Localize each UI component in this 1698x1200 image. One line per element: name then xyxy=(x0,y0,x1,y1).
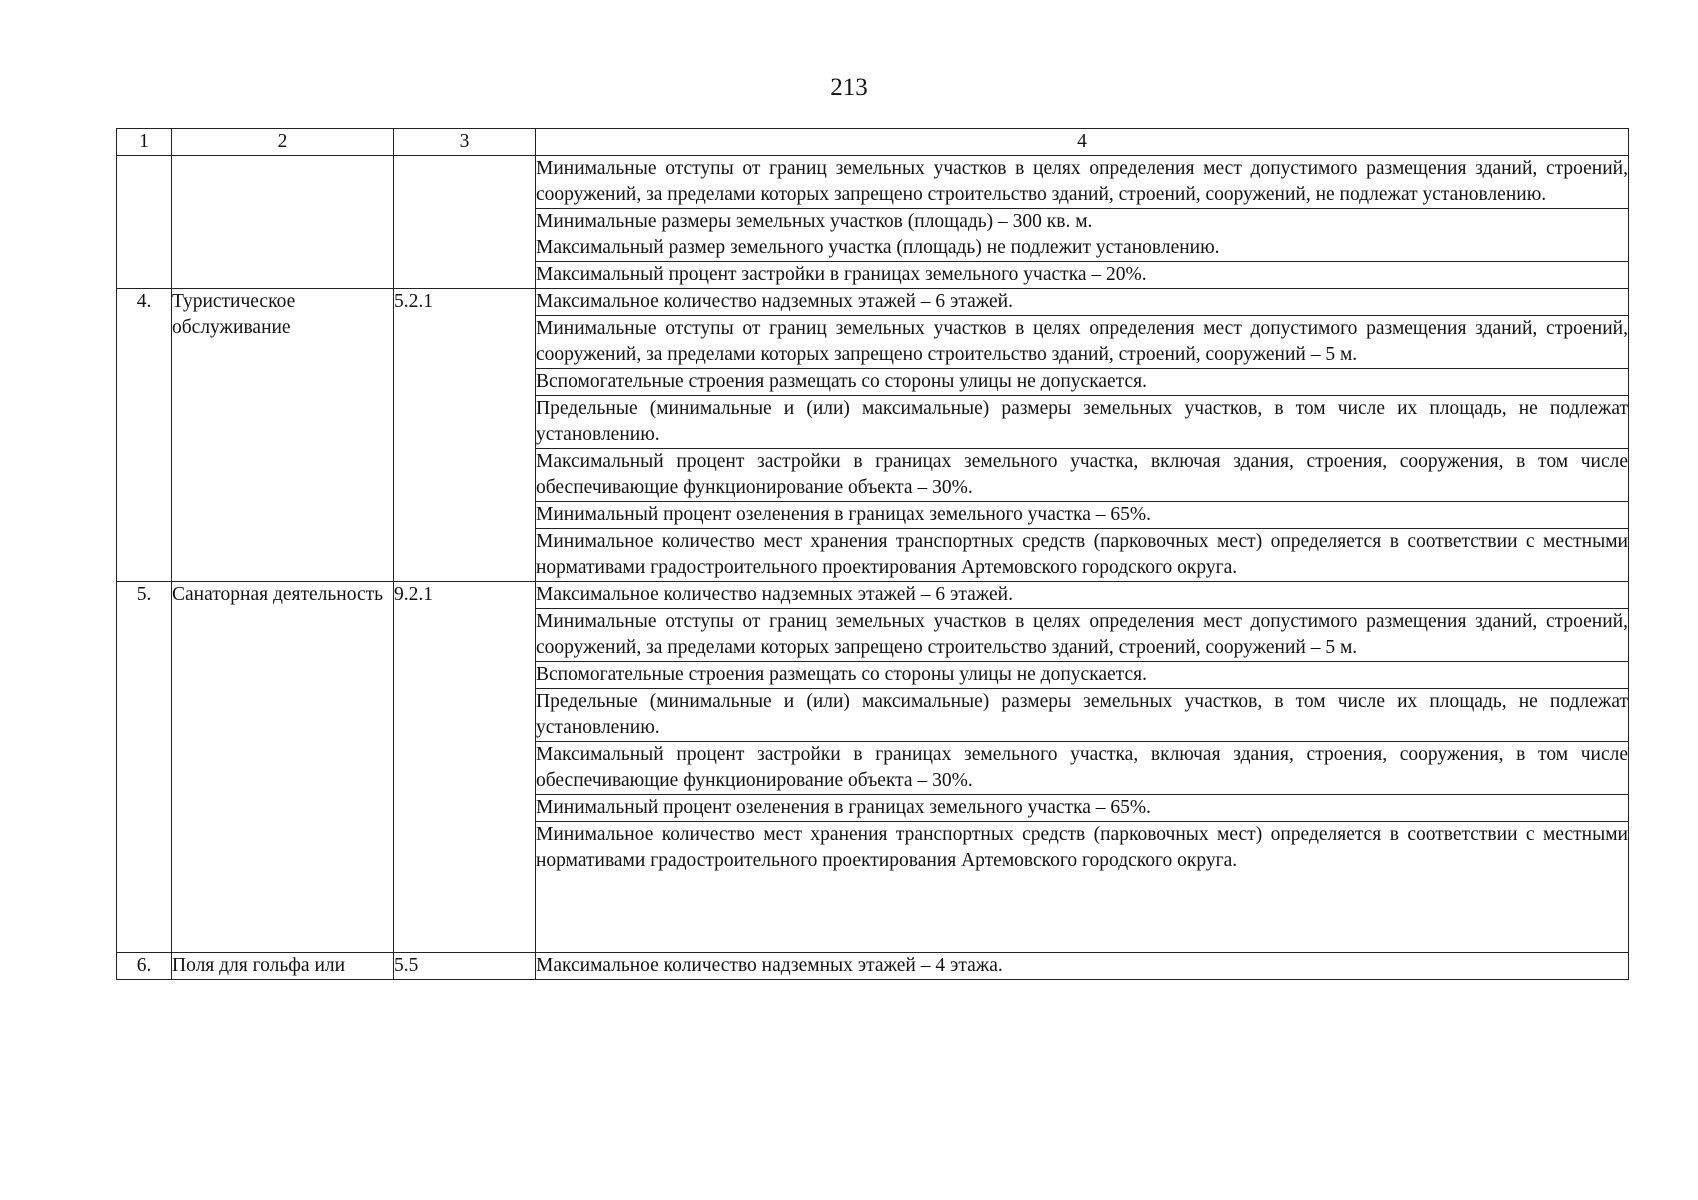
row-number: 5. xyxy=(117,582,172,953)
table-row xyxy=(117,156,1629,209)
requirement-cell: Вспомогательные строения размещать со стороны улицы не допускается. xyxy=(536,662,1629,689)
empty-cell xyxy=(394,156,536,289)
page-number: 213 xyxy=(830,74,868,101)
row-number: 6. xyxy=(117,953,172,980)
requirement-cell: Минимальные отступы от границ земельных участков в целях определения мест допустимого размещения зданий, строений, сооружений, за пределами которых запрещено строительство зданий, строений, сооружений – 5 м. xyxy=(536,316,1629,369)
requirement-cell: Предельные (минимальные и (или) максимальные) размеры земельных участков, в том числе их площадь, не подлежат установлению. xyxy=(536,396,1629,449)
use-type-name: Поля для гольфа или xyxy=(172,953,394,980)
header-col-4: 4 xyxy=(536,129,1629,156)
header-row xyxy=(117,129,1629,156)
requirement-cell: Минимальные отступы от границ земельных участков в целях определения мест допустимого размещения зданий, строений, сооружений, за пределами которых запрещено строительство зданий, строений, сооружений, не подлежат установлению. xyxy=(536,156,1629,209)
requirement-cell: Минимальный процент озеленения в границах земельного участка – 65%. xyxy=(536,502,1629,529)
row-number: 4. xyxy=(117,289,172,582)
requirement-cell: Максимальное количество надземных этажей – 6 этажей. xyxy=(536,582,1629,609)
use-type-code: 9.2.1 xyxy=(394,582,536,953)
requirement-cell: Максимальный процент застройки в границах земельного участка – 20%. xyxy=(536,262,1629,289)
requirement-cell: Минимальное количество мест хранения транспортных средств (парковочных мест) определяется в соответствии с местными нормативами градостроительного проектирования Артемовского городского округа. xyxy=(536,822,1629,953)
header-col-1: 1 xyxy=(117,129,172,156)
table-row xyxy=(117,953,1629,980)
use-type-code: 5.2.1 xyxy=(394,289,536,582)
use-type-name: Санаторная деятельность xyxy=(172,582,394,953)
requirement-cell: Вспомогательные строения размещать со стороны улицы не допускается. xyxy=(536,369,1629,396)
table-row xyxy=(117,582,1629,609)
zoning-requirements-table xyxy=(116,128,1629,980)
requirement-cell xyxy=(536,209,1629,262)
requirement-cell: Максимальное количество надземных этажей – 4 этажа. xyxy=(536,953,1629,980)
empty-cell xyxy=(117,156,172,289)
requirement-cell: Минимальные отступы от границ земельных участков в целях определения мест допустимого размещения зданий, строений, сооружений, за пределами которых запрещено строительство зданий, строений, сооружений – 5 м. xyxy=(536,609,1629,662)
header-col-2: 2 xyxy=(172,129,394,156)
requirement-cell: Минимальное количество мест хранения транспортных средств (парковочных мест) определяется в соответствии с местными нормативами градостроительного проектирования Артемовского городского округа. xyxy=(536,529,1629,582)
requirement-line: Минимальные размеры земельных участков (площадь) – 300 кв. м. xyxy=(536,211,1093,232)
requirement-line: Максимальный размер земельного участка (площадь) не подлежит установлению. xyxy=(536,237,1220,258)
empty-cell xyxy=(172,156,394,289)
requirement-cell: Максимальный процент застройки в границах земельного участка, включая здания, строения, сооружения, в том числе обеспечивающие функционирование объекта – 30%. xyxy=(536,449,1629,502)
requirement-cell: Предельные (минимальные и (или) максимальные) размеры земельных участков, в том числе их площадь, не подлежат установлению. xyxy=(536,689,1629,742)
table-row xyxy=(117,289,1629,316)
use-type-code: 5.5 xyxy=(394,953,536,980)
use-type-name: Туристическое обслуживание xyxy=(172,289,394,582)
requirement-cell: Максимальное количество надземных этажей – 6 этажей. xyxy=(536,289,1629,316)
requirement-cell: Максимальный процент застройки в границах земельного участка, включая здания, строения, сооружения, в том числе обеспечивающие функционирование объекта – 30%. xyxy=(536,742,1629,795)
requirement-cell: Минимальный процент озеленения в границах земельного участка – 65%. xyxy=(536,795,1629,822)
header-col-3: 3 xyxy=(394,129,536,156)
